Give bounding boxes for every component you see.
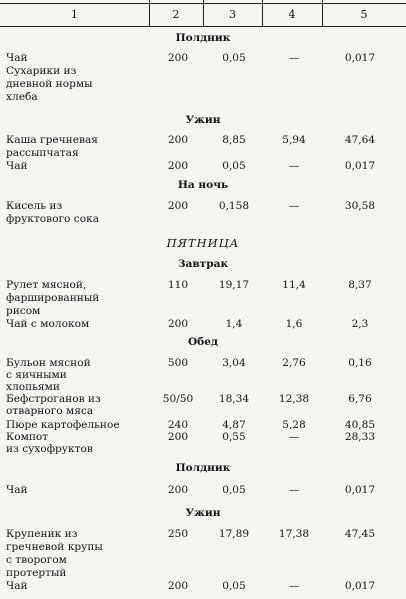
cell-col2: 240: [167, 419, 189, 431]
meal-section-title: Обед: [187, 336, 219, 348]
cell-col2: 200: [167, 200, 189, 212]
cell-col5: 6,76: [348, 393, 372, 405]
cell-col4: —: [288, 580, 300, 592]
dish-name-line: Бефстроганов из: [6, 393, 101, 405]
cell-col2: 200: [167, 580, 189, 592]
cell-col3: 0,05: [222, 160, 246, 172]
header-bottom-rule: [0, 26, 406, 27]
meal-section-title: На ночь: [177, 179, 229, 191]
cell-col5: 0,017: [344, 484, 376, 496]
cell-col3: 3,04: [222, 357, 246, 369]
cell-col3: 0,55: [222, 431, 246, 443]
cell-col2: 110: [167, 279, 189, 291]
dish-name-line: Чай: [6, 484, 28, 496]
cell-col3: 0,158: [218, 200, 250, 212]
cell-col4: 2,76: [282, 357, 306, 369]
cell-col2: 200: [167, 134, 189, 146]
dish-name-line: из сухофруктов: [6, 443, 93, 455]
cell-col3: 0,05: [222, 580, 246, 592]
cell-col3: 4,87: [222, 419, 246, 431]
dish-name-line: гречневой крупы: [6, 541, 103, 553]
cell-col2: 200: [167, 318, 189, 330]
dish-name-line: Кисель из: [6, 200, 63, 212]
dish-name-line: дневной нормы: [6, 78, 93, 90]
dish-name-line: рассыпчатая: [6, 147, 79, 159]
cell-col4: 5,94: [282, 134, 306, 146]
dish-name-line: Каша гречневая: [6, 134, 98, 146]
meal-section-title: Ужин: [185, 507, 221, 519]
cell-col4: 5,28: [282, 419, 306, 431]
cell-col3: 0,05: [222, 484, 246, 496]
cell-col4: —: [288, 200, 300, 212]
dish-name-line: хлеба: [6, 91, 38, 103]
dish-name-line: с творогом: [6, 554, 67, 566]
dish-name-line: Бульон мясной: [6, 357, 91, 369]
cell-col2: 200: [167, 160, 189, 172]
column-header-2: 2: [172, 8, 180, 21]
cell-col3: 0,05: [222, 52, 246, 64]
column-header-1: 1: [71, 8, 78, 21]
meal-section-title: Полдник: [175, 462, 231, 474]
cell-col4: 12,38: [278, 393, 310, 405]
cell-col4: —: [288, 484, 300, 496]
cell-col3: 8,85: [222, 134, 246, 146]
day-title: ПЯТНИЦА: [166, 236, 240, 250]
dish-name-line: фруктового сока: [6, 213, 100, 225]
cell-col2: 200: [167, 52, 189, 64]
cell-col5: 30,58: [344, 200, 376, 212]
cell-col4: —: [288, 52, 300, 64]
cell-col2: 250: [167, 528, 189, 540]
cell-col2: 200: [167, 484, 189, 496]
dish-name-line: Чай: [6, 580, 28, 592]
cell-col5: 2,3: [351, 318, 369, 330]
cell-col5: 0,017: [344, 52, 376, 64]
dish-name-line: Пюре картофельное: [6, 419, 120, 431]
cell-col5: 47,45: [344, 528, 376, 540]
column-header-5: 5: [360, 8, 368, 21]
column-header-3: 3: [229, 8, 236, 21]
dish-name-line: Рулет мясной,: [6, 279, 87, 291]
cell-col2: 200: [167, 431, 189, 443]
cell-col2: 50/50: [162, 393, 194, 405]
cell-col5: 0,017: [344, 160, 376, 172]
column-header-4: 4: [288, 8, 296, 21]
dish-name-line: Сухарики из: [6, 65, 77, 77]
cell-col4: —: [288, 160, 300, 172]
dish-name-line: Чай с молоком: [6, 318, 90, 330]
cell-col5: 47,64: [344, 134, 376, 146]
cell-col5: 8,37: [348, 279, 372, 291]
dish-name-line: Крупеник из: [6, 528, 78, 540]
dish-name-line: Чай: [6, 160, 28, 172]
cell-col5: 40,85: [344, 419, 376, 431]
cell-col4: —: [288, 431, 300, 443]
cell-col3: 18,34: [218, 393, 250, 405]
meal-section-title: Завтрак: [177, 258, 229, 270]
cell-col5: 28,33: [344, 431, 376, 443]
cell-col3: 1,4: [225, 318, 243, 330]
cell-col4: 1,6: [285, 318, 303, 330]
cell-col5: 0,017: [344, 580, 376, 592]
cell-col2: 500: [167, 357, 189, 369]
dish-name-line: Компот: [6, 431, 49, 443]
meal-section-title: Полдник: [175, 32, 231, 44]
dish-name-line: рисом: [6, 305, 41, 317]
dish-name-line: хлопьями: [6, 381, 60, 393]
cell-col3: 19,17: [218, 279, 250, 291]
dish-name-line: отварного мяса: [6, 405, 94, 417]
dish-name-line: фаршированный: [6, 292, 100, 304]
cell-col5: 0,16: [348, 357, 372, 369]
dish-name-line: с яичными: [6, 369, 67, 381]
cell-col4: 17,38: [278, 528, 310, 540]
cell-col4: 11,4: [282, 279, 306, 291]
dish-name-line: протертый: [6, 567, 67, 579]
cell-col3: 17,89: [218, 528, 250, 540]
dish-name-line: Чай: [6, 52, 28, 64]
meal-section-title: Ужин: [185, 114, 221, 126]
